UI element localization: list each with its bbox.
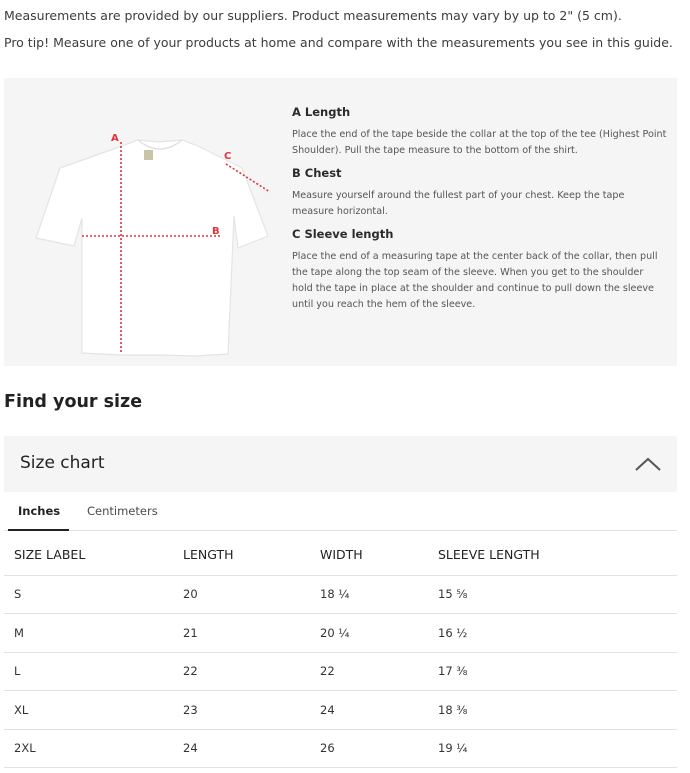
instruction-title: C Sleeve length (292, 227, 394, 241)
instruction-body: Measure yourself around the fullest part of your chest. Keep the tape measure horizontal. (292, 190, 625, 217)
column-header: LENGTH (183, 535, 320, 575)
tab-inches[interactable]: Inches (18, 504, 61, 518)
size-label-cell: 2XL (4, 729, 183, 768)
tshirt-diagram (30, 128, 280, 363)
table-row (4, 614, 677, 653)
measurement-instructions (292, 104, 667, 319)
width-cell: 18 ¼ (320, 575, 438, 614)
size-label-cell: S (4, 575, 183, 614)
table-row (4, 691, 677, 730)
sleeve-length-cell: 15 ⅝ (438, 575, 677, 614)
label-a: A (111, 133, 119, 144)
size-chart-accordion-header[interactable] (4, 436, 677, 492)
sleeve-length-cell: 19 ¼ (438, 729, 677, 768)
instruction-length (292, 104, 667, 159)
supplier-note: Measurements are provided by our suppliers. Product measurements may vary by up to 2" (5 cm). (4, 8, 622, 23)
pro-tip: Pro tip! Measure one of your products at home and compare with the measurements you see in this guide. (4, 35, 673, 50)
instruction-chest (292, 165, 667, 220)
shirt-tag-shape (144, 150, 153, 160)
table-row (4, 729, 677, 768)
instruction-body: Place the end of a measuring tape at the center back of the collar, then pull the tape along the top seam of the sleeve. When you get to the shoulder hold the tape in place at the shoulder and continue to pull down the sleeve until you reach the hem of the sleeve. (292, 251, 658, 310)
width-cell: 26 (320, 729, 438, 768)
table-row (4, 575, 677, 614)
instruction-title: A Length (292, 105, 351, 119)
find-your-size-heading: Find your size (4, 392, 143, 412)
sleeve-length-cell: 16 ½ (438, 614, 677, 653)
column-header: SIZE LABEL (4, 535, 183, 575)
label-b: B (212, 226, 220, 237)
width-cell: 20 ¼ (320, 614, 438, 653)
instruction-body: Place the end of the tape beside the collar at the top of the tee (Highest Point Shoulder). Pull the tape measure to the bottom of the shirt. (292, 129, 667, 156)
size-label-cell: M (4, 614, 183, 653)
size-label-cell: L (4, 652, 183, 691)
table-header-row (4, 535, 677, 575)
chevron-up-icon[interactable] (633, 454, 663, 474)
shirt-body-shape (36, 140, 268, 356)
width-cell: 22 (320, 652, 438, 691)
size-chart-title: Size chart (20, 453, 105, 473)
length-cell: 23 (183, 691, 320, 730)
table-row (4, 652, 677, 691)
sleeve-length-cell: 18 ⅜ (438, 691, 677, 730)
tshirt-illustration (30, 128, 280, 363)
instruction-sleeve (292, 226, 667, 313)
size-table (4, 535, 677, 768)
length-cell: 24 (183, 729, 320, 768)
label-c: C (224, 151, 232, 162)
tab-centimeters[interactable]: Centimeters (87, 504, 158, 518)
unit-tabs (4, 492, 677, 531)
length-cell: 21 (183, 614, 320, 653)
column-header: WIDTH (320, 535, 438, 575)
column-header: SLEEVE LENGTH (438, 535, 677, 575)
instruction-title: B Chest (292, 166, 342, 180)
active-tab-indicator (8, 529, 69, 531)
length-cell: 22 (183, 652, 320, 691)
length-cell: 20 (183, 575, 320, 614)
measurement-guide-panel (4, 78, 677, 366)
sleeve-length-cell: 17 ⅜ (438, 652, 677, 691)
size-label-cell: XL (4, 691, 183, 730)
width-cell: 24 (320, 691, 438, 730)
